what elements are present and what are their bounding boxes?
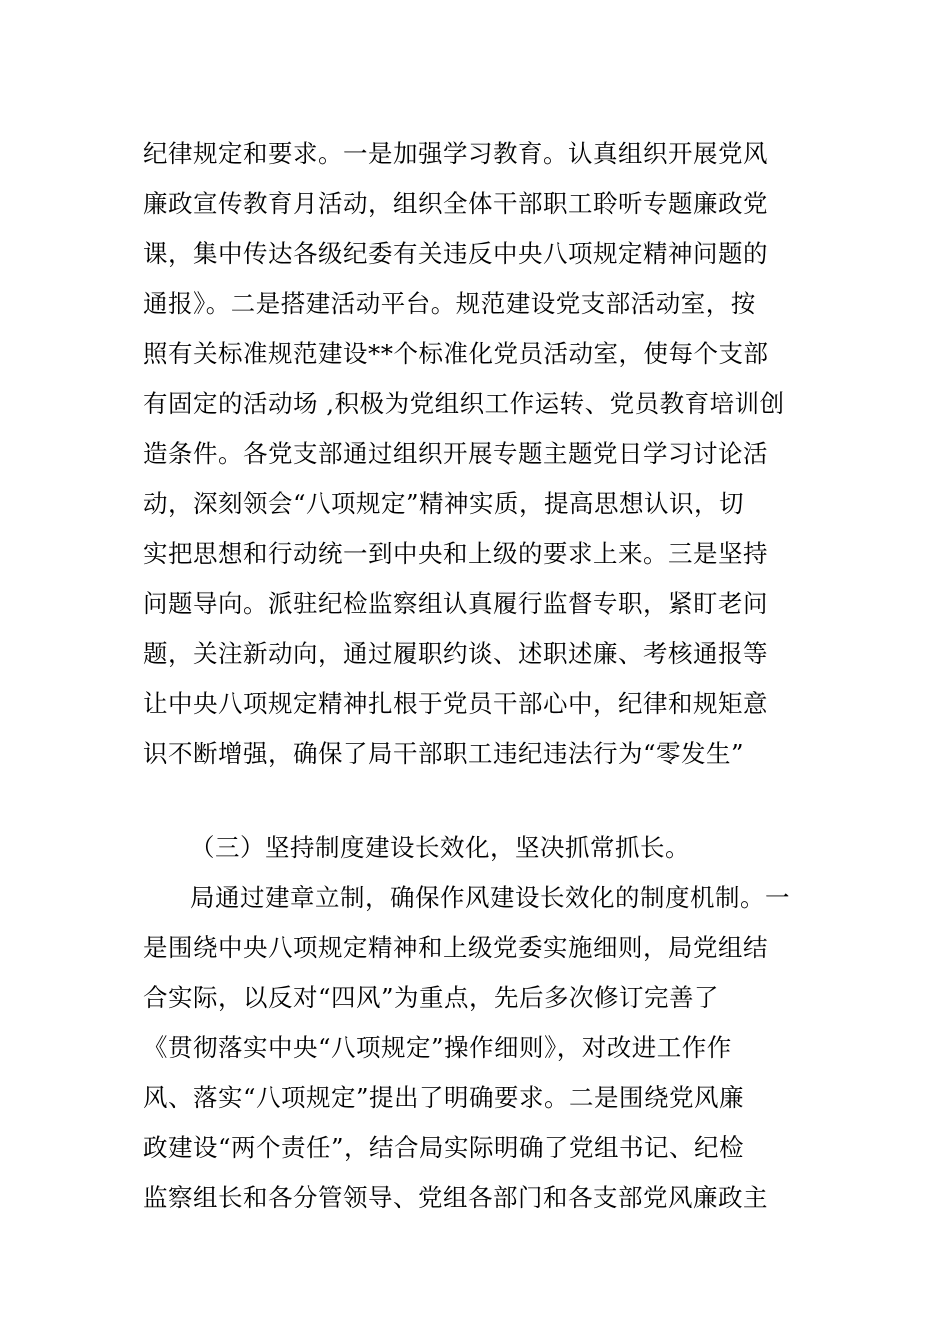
paragraph-line: 让中央八项规定精神扎根于党员干部心中，纪律和规矩意 xyxy=(143,689,768,718)
paragraph-line: 合实际，以反对“四风”为重点，先后多次修订完善了 xyxy=(143,983,720,1012)
paragraph-line: 造条件。各党支部通过组织开展专题主题党日学习讨论活 xyxy=(143,439,768,468)
paragraph-line: 是围绕中央八项规定精神和上级党委实施细则，局党组结 xyxy=(143,933,768,962)
paragraph-line: 识不断增强，确保了局干部职工违纪违法行为“零发生” xyxy=(143,739,745,768)
paragraph-line: 局通过建章立制，确保作风建设长效化的制度机制。一 xyxy=(190,883,790,912)
paragraph-line: 照有关标准规范建设**个标准化党员活动室，使每个支部 xyxy=(143,339,769,368)
paragraph-line: 廉政宣传教育月活动，组织全体干部职工聆听专题廉政党 xyxy=(143,189,768,218)
paragraph-line: 《贯彻落实中央“八项规定”操作细则》，对改进工作作 xyxy=(143,1033,732,1062)
paragraph-line: 课，集中传达各级纪委有关违反中央八项规定精神问题的 xyxy=(143,239,768,268)
paragraph-line: 监察组长和各分管领导、党组各部门和各支部党风廉政主 xyxy=(143,1183,768,1212)
paragraph-line: 有固定的活动场 ,积极为党组织工作运转、党员教育培训创 xyxy=(143,389,785,418)
paragraph-line: 纪律规定和要求。一是加强学习教育。认真组织开展党风 xyxy=(143,139,768,168)
paragraph-line: 问题导向。派驻纪检监察组认真履行监督专职，紧盯老问 xyxy=(143,589,768,618)
section-heading: （三）坚持制度建设长效化，坚决抓常抓长。 xyxy=(190,833,690,862)
paragraph-line: 实把思想和行动统一到中央和上级的要求上来。三是坚持 xyxy=(143,539,768,568)
paragraph-line: 风、落实“八项规定”提出了明确要求。二是围绕党风廉 xyxy=(143,1083,745,1112)
paragraph-line: 题，关注新动向，通过履职约谈、述职述廉、考核通报等 xyxy=(143,639,768,668)
paragraph-line: 通报》。二是搭建活动平台。规范建设党支部活动室，按 xyxy=(143,289,756,318)
paragraph-line: 动，深刻领会“八项规定”精神实质，提高思想认识，切 xyxy=(143,489,745,518)
paragraph-line: 政建设“两个责任”，结合局实际明确了党组书记、纪检 xyxy=(143,1133,745,1162)
